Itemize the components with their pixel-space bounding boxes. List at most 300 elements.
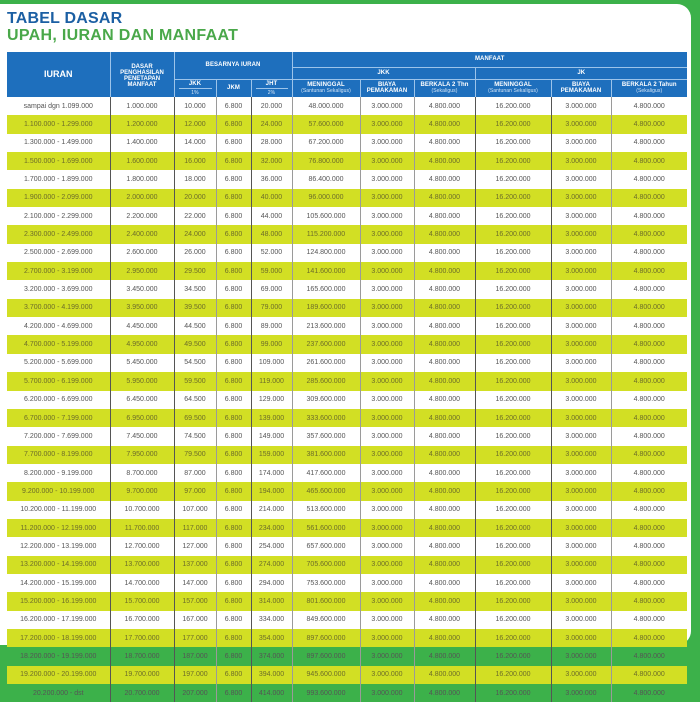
cell-jk-berkala: 4.800.000 xyxy=(633,359,665,367)
cell-dasar-penghasilan: 19.700.000 xyxy=(110,666,174,684)
header-iuran: IURAN xyxy=(7,52,110,97)
header-jk-berkala: BERKALA 2 Tahun (Sekaligus) xyxy=(611,79,687,97)
cell-jk-berkala: 4.800.000 xyxy=(633,542,665,550)
cell-jkk-berkala: 4.800.000 xyxy=(414,115,475,133)
cell-iuran: 1.300.000 - 1.499.000 xyxy=(7,134,110,152)
cell-iuran: 6.700.000 - 7.199.000 xyxy=(7,409,110,427)
cell-jkm: 6.800 xyxy=(216,189,251,207)
cell-jkm: 6.800 xyxy=(216,354,251,372)
cell-jk-meninggal: 16.200.000 xyxy=(475,207,551,225)
cell-iuran: 10.200.000 - 11.199.000 xyxy=(7,501,110,519)
cell-jkk-berkala: 4.800.000 xyxy=(414,574,475,592)
cell-jkk-biaya-pemakaman: 3.000.000 xyxy=(360,427,414,445)
cell-jkk: 10.000 xyxy=(174,97,216,115)
cell-jht: 79.000 xyxy=(251,299,292,317)
table-row xyxy=(7,501,687,519)
cell-jk-berkala: 4.800.000 xyxy=(611,189,687,207)
cell-dasar-penghasilan: 1.800.000 xyxy=(110,170,174,188)
cell-jkk-berkala: 4.800.000 xyxy=(414,647,475,665)
cell-jkk-biaya-pemakaman: 3.000.000 xyxy=(360,519,414,537)
cell-jkk-meninggal: 141.600.000 xyxy=(292,262,360,280)
cell-jht: 109.000 xyxy=(251,354,292,372)
cell-jkk-meninggal: 705.600.000 xyxy=(292,556,360,574)
cell-jkk-berkala: 4.800.000 xyxy=(414,299,475,317)
header-jht: JHT 2% xyxy=(251,79,292,97)
cell-dasar-penghasilan: 17.700.000 xyxy=(110,629,174,647)
cell-jkk-biaya-pemakaman: 3.000.000 xyxy=(360,629,414,647)
cell-jkm: 6.800 xyxy=(216,556,251,574)
cell-jk-biaya-pemakaman: 3.000.000 xyxy=(551,244,611,262)
cell-dasar-penghasilan: 1.600.000 xyxy=(110,152,174,170)
cell-dasar-penghasilan: 7.950.000 xyxy=(110,446,174,464)
table-row xyxy=(7,152,687,170)
cell-jkk-meninggal: 261.600.000 xyxy=(292,354,360,372)
cell-jkm: 6.800 xyxy=(216,134,251,152)
cell-iuran: 2.100.000 - 2.299.000 xyxy=(7,207,110,225)
header-manfaat-jkk: JKK xyxy=(292,67,475,79)
cell-dasar-penghasilan: 10.700.000 xyxy=(110,501,174,519)
cell-jht: 414.000 xyxy=(251,684,292,702)
cell-jkm: 6.800 xyxy=(216,372,251,390)
cell-dasar-penghasilan: 2.950.000 xyxy=(110,262,174,280)
cell-jkk-berkala: 4.800.000 xyxy=(414,372,475,390)
cell-jk-meninggal: 16.200.000 xyxy=(475,574,551,592)
header-besarnya-iuran: BESARNYA IURAN xyxy=(174,52,292,79)
cell-dasar-penghasilan: 18.700.000 xyxy=(110,647,174,665)
cell-jkk-berkala: 4.800.000 xyxy=(414,262,475,280)
cell-jkk: 87.000 xyxy=(174,464,216,482)
cell-jkk-biaya-pemakaman: 3.000.000 xyxy=(360,115,414,133)
cell-jk-meninggal: 16.200.000 xyxy=(475,372,551,390)
cell-jkm: 6.800 xyxy=(216,409,251,427)
cell-jht: 174.000 xyxy=(251,464,292,482)
cell-jkk-meninggal: 993.600.000 xyxy=(292,684,360,702)
cell-jk-berkala: 4.800.000 xyxy=(611,225,687,243)
cell-jkk-meninggal: 849.600.000 xyxy=(292,611,360,629)
cell-jkk-meninggal: 67.200.000 xyxy=(292,134,360,152)
cell-dasar-penghasilan: 3.450.000 xyxy=(110,280,174,298)
cell-iuran: 2.500.000 - 2.699.000 xyxy=(7,244,110,262)
cell-jk-meninggal: 16.200.000 xyxy=(475,170,551,188)
cell-jkk-biaya-pemakaman: 3.000.000 xyxy=(360,684,414,702)
cell-iuran: 1.700.000 - 1.899.000 xyxy=(7,170,110,188)
table-row xyxy=(7,170,687,188)
cell-jht: 334.000 xyxy=(251,611,292,629)
cell-jk-berkala: 4.800.000 xyxy=(633,322,665,330)
cell-jkk: 34.500 xyxy=(174,280,216,298)
cell-jkk-berkala: 4.800.000 xyxy=(414,684,475,702)
cell-jkk-meninggal: 945.600.000 xyxy=(292,666,360,684)
cell-jk-biaya-pemakaman: 3.000.000 xyxy=(551,152,611,170)
cell-jk-biaya-pemakaman: 3.000.000 xyxy=(551,115,611,133)
cell-jk-meninggal: 16.200.000 xyxy=(475,647,551,665)
cell-jk-meninggal: 16.200.000 xyxy=(475,189,551,207)
cell-jk-meninggal: 16.200.000 xyxy=(475,611,551,629)
cell-jk-berkala: 4.800.000 xyxy=(633,249,665,257)
table-row xyxy=(7,684,687,702)
cell-jkm: 6.800 xyxy=(216,592,251,610)
cell-dasar-penghasilan: 6.450.000 xyxy=(110,391,174,409)
cell-jkk: 26.000 xyxy=(174,244,216,262)
cell-jht: 40.000 xyxy=(251,189,292,207)
cell-jkk-biaya-pemakaman: 3.000.000 xyxy=(360,647,414,665)
cell-dasar-penghasilan: 20.700.000 xyxy=(110,684,174,702)
cell-jht: 36.000 xyxy=(251,170,292,188)
cell-jk-berkala: 4.800.000 xyxy=(611,115,687,133)
cell-jht: 254.000 xyxy=(251,537,292,555)
cell-jk-meninggal: 16.200.000 xyxy=(475,134,551,152)
cell-jkk-berkala: 4.800.000 xyxy=(414,611,475,629)
cell-jk-biaya-pemakaman: 3.000.000 xyxy=(551,482,611,500)
cell-jkk-biaya-pemakaman: 3.000.000 xyxy=(360,97,414,115)
table-row xyxy=(7,225,687,243)
cell-jkm: 6.800 xyxy=(216,244,251,262)
cell-dasar-penghasilan: 15.700.000 xyxy=(110,592,174,610)
cell-jk-meninggal: 16.200.000 xyxy=(475,409,551,427)
cell-jkm: 6.800 xyxy=(216,464,251,482)
cell-jk-berkala: 4.800.000 xyxy=(633,506,665,514)
cell-jkk-meninggal: 897.600.000 xyxy=(292,647,360,665)
header-jkk-biaya-pemakaman: BIAYA PEMAKAMAN xyxy=(360,79,414,97)
cell-jkk: 137.000 xyxy=(174,556,216,574)
cell-jkk: 69.500 xyxy=(174,409,216,427)
cell-jk-meninggal: 16.200.000 xyxy=(475,464,551,482)
cell-jht: 32.000 xyxy=(251,152,292,170)
cell-iuran: 18.200.000 - 19.199.000 xyxy=(7,647,110,665)
cell-jkk: 14.000 xyxy=(174,134,216,152)
cell-jk-berkala: 4.800.000 xyxy=(611,666,687,684)
cell-jht: 394.000 xyxy=(251,666,292,684)
cell-dasar-penghasilan: 8.700.000 xyxy=(110,464,174,482)
page-subtitle: UPAH, IURAN DAN MANFAAT xyxy=(7,27,239,44)
cell-jkm: 6.800 xyxy=(216,427,251,445)
cell-iuran: 1.900.000 - 2.099.000 xyxy=(7,189,110,207)
cell-jk-meninggal: 16.200.000 xyxy=(475,666,551,684)
cell-jkk-meninggal: 237.600.000 xyxy=(292,335,360,353)
cell-jht: 234.000 xyxy=(251,519,292,537)
cell-jkk: 16.000 xyxy=(174,152,216,170)
cell-jk-biaya-pemakaman: 3.000.000 xyxy=(551,391,611,409)
cell-jk-meninggal: 16.200.000 xyxy=(475,317,551,335)
cell-jk-meninggal: 16.200.000 xyxy=(475,482,551,500)
cell-jht: 374.000 xyxy=(251,647,292,665)
cell-jkk-meninggal: 96.000.000 xyxy=(292,189,360,207)
table-row xyxy=(7,189,687,207)
cell-jkk-biaya-pemakaman: 3.000.000 xyxy=(360,464,414,482)
cell-jht: 99.000 xyxy=(251,335,292,353)
cell-iuran: 5.700.000 - 6.199.000 xyxy=(7,372,110,390)
cell-jht: 89.000 xyxy=(251,317,292,335)
cell-iuran: 3.700.000 - 4.199.000 xyxy=(7,299,110,317)
cell-jkk-meninggal: 513.600.000 xyxy=(292,501,360,519)
cell-jkk-biaya-pemakaman: 3.000.000 xyxy=(360,189,414,207)
cell-jkk-biaya-pemakaman: 3.000.000 xyxy=(360,446,414,464)
cell-jht: 294.000 xyxy=(251,574,292,592)
cell-dasar-penghasilan: 2.600.000 xyxy=(110,244,174,262)
cell-jht: 44.000 xyxy=(251,207,292,225)
cell-jht: 129.000 xyxy=(251,391,292,409)
cell-jkk-biaya-pemakaman: 3.000.000 xyxy=(360,354,414,372)
cell-jkk: 29.500 xyxy=(174,262,216,280)
table-row xyxy=(7,537,687,555)
cell-jkk-berkala: 4.800.000 xyxy=(414,244,475,262)
cell-jkk-berkala: 4.800.000 xyxy=(414,335,475,353)
cell-jkk: 54.500 xyxy=(174,354,216,372)
cell-jkk-meninggal: 57.600.000 xyxy=(292,115,360,133)
cell-jk-berkala: 4.800.000 xyxy=(633,579,665,587)
cell-jk-biaya-pemakaman: 3.000.000 xyxy=(551,666,611,684)
cell-jkk-berkala: 4.800.000 xyxy=(414,152,475,170)
cell-iuran: 12.200.000 - 13.199.000 xyxy=(7,537,110,555)
cell-jkm: 6.800 xyxy=(216,574,251,592)
cell-jkk: 97.000 xyxy=(174,482,216,500)
cell-jkk-berkala: 4.800.000 xyxy=(414,501,475,519)
cell-jk-biaya-pemakaman: 3.000.000 xyxy=(551,335,611,353)
cell-jkm: 6.800 xyxy=(216,97,251,115)
table-row xyxy=(7,592,687,610)
cell-jkk-biaya-pemakaman: 3.000.000 xyxy=(360,409,414,427)
cell-jkk-meninggal: 189.600.000 xyxy=(292,299,360,317)
table-row xyxy=(7,207,687,225)
cell-iuran: 8.200.000 - 9.199.000 xyxy=(7,464,110,482)
cell-jkk-meninggal: 48.000.000 xyxy=(292,97,360,115)
cell-jkk-biaya-pemakaman: 3.000.000 xyxy=(360,335,414,353)
cell-jkk: 24.000 xyxy=(174,225,216,243)
cell-jkm: 6.800 xyxy=(216,170,251,188)
cell-iuran: 19.200.000 - 20.199.000 xyxy=(7,666,110,684)
cell-jk-berkala: 4.800.000 xyxy=(633,432,665,440)
table-row xyxy=(7,244,687,262)
cell-jkm: 6.800 xyxy=(216,152,251,170)
cell-jkk-meninggal: 285.600.000 xyxy=(292,372,360,390)
cell-jk-meninggal: 16.200.000 xyxy=(475,244,551,262)
cell-jkm: 6.800 xyxy=(216,446,251,464)
cell-jkk: 117.000 xyxy=(174,519,216,537)
cell-jht: 274.000 xyxy=(251,556,292,574)
cell-jkk-berkala: 4.800.000 xyxy=(414,464,475,482)
cell-jk-biaya-pemakaman: 3.000.000 xyxy=(551,537,611,555)
cell-jkk-meninggal: 86.400.000 xyxy=(292,170,360,188)
cell-jk-berkala: 4.800.000 xyxy=(633,652,665,660)
cell-jkm: 6.800 xyxy=(216,537,251,555)
cell-iuran: 11.200.000 - 12.199.000 xyxy=(7,519,110,537)
cell-jk-berkala: 4.800.000 xyxy=(611,592,687,610)
cell-iuran: 15.200.000 - 16.199.000 xyxy=(7,592,110,610)
table-row xyxy=(7,556,687,574)
cell-jkm: 6.800 xyxy=(216,647,251,665)
cell-jkk-biaya-pemakaman: 3.000.000 xyxy=(360,556,414,574)
header-jk-meninggal: MENINGGAL (Santunan Sekaligus) xyxy=(475,79,551,97)
document-card xyxy=(0,4,691,697)
cell-jkm: 6.800 xyxy=(216,482,251,500)
cell-iuran: 2.300.000 - 2.499.000 xyxy=(7,225,110,243)
cell-jkk-berkala: 4.800.000 xyxy=(414,537,475,555)
cell-jht: 159.000 xyxy=(251,446,292,464)
cell-dasar-penghasilan: 9.700.000 xyxy=(110,482,174,500)
cell-jk-berkala: 4.800.000 xyxy=(633,286,665,294)
cell-iuran: 13.200.000 - 14.199.000 xyxy=(7,556,110,574)
cell-iuran: 2.700.000 - 3.199.000 xyxy=(7,262,110,280)
cell-jkk-meninggal: 357.600.000 xyxy=(292,427,360,445)
table-row xyxy=(7,372,687,390)
cell-iuran: 17.200.000 - 18.199.000 xyxy=(7,629,110,647)
cell-jkk-biaya-pemakaman: 3.000.000 xyxy=(360,262,414,280)
cell-jkm: 6.800 xyxy=(216,666,251,684)
cell-jkk-meninggal: 333.600.000 xyxy=(292,409,360,427)
cell-jht: 354.000 xyxy=(251,629,292,647)
table-row xyxy=(7,317,687,335)
cell-jkk-berkala: 4.800.000 xyxy=(414,629,475,647)
cell-jkk-biaya-pemakaman: 3.000.000 xyxy=(360,574,414,592)
cell-dasar-penghasilan: 1.400.000 xyxy=(110,134,174,152)
cell-jkm: 6.800 xyxy=(216,519,251,537)
cell-jk-biaya-pemakaman: 3.000.000 xyxy=(551,354,611,372)
cell-jkk: 12.000 xyxy=(174,115,216,133)
cell-jkk-biaya-pemakaman: 3.000.000 xyxy=(360,134,414,152)
cell-dasar-penghasilan: 6.950.000 xyxy=(110,409,174,427)
header-dasar-penghasilan: DASAR PENGHASILAN PENETAPAN MANFAAT xyxy=(110,52,174,97)
cell-jk-biaya-pemakaman: 3.000.000 xyxy=(551,409,611,427)
cell-jkk-berkala: 4.800.000 xyxy=(414,354,475,372)
cell-jk-berkala: 4.800.000 xyxy=(633,139,665,147)
header-jkm: JKM xyxy=(216,79,251,97)
page-title: TABEL DASAR xyxy=(7,10,123,27)
cell-jkk-biaya-pemakaman: 3.000.000 xyxy=(360,611,414,629)
cell-jk-berkala: 4.800.000 xyxy=(633,396,665,404)
cell-dasar-penghasilan: 2.400.000 xyxy=(110,225,174,243)
cell-jk-meninggal: 16.200.000 xyxy=(475,391,551,409)
cell-jk-berkala: 4.800.000 xyxy=(633,469,665,477)
cell-jht: 59.000 xyxy=(251,262,292,280)
cell-jkk-biaya-pemakaman: 3.000.000 xyxy=(360,592,414,610)
cell-jk-biaya-pemakaman: 3.000.000 xyxy=(551,134,611,152)
cell-jkm: 6.800 xyxy=(216,391,251,409)
cell-jk-meninggal: 16.200.000 xyxy=(475,225,551,243)
cell-jkk: 39.500 xyxy=(174,299,216,317)
header-jkk: JKK 1% xyxy=(174,79,216,97)
cell-jk-meninggal: 16.200.000 xyxy=(475,501,551,519)
cell-jkk-biaya-pemakaman: 3.000.000 xyxy=(360,225,414,243)
cell-jkk-berkala: 4.800.000 xyxy=(414,134,475,152)
cell-jht: 194.000 xyxy=(251,482,292,500)
cell-jk-biaya-pemakaman: 3.000.000 xyxy=(551,629,611,647)
cell-iuran: 4.200.000 - 4.699.000 xyxy=(7,317,110,335)
cell-iuran: 7.200.000 - 7.699.000 xyxy=(7,427,110,445)
cell-jkk: 22.000 xyxy=(174,207,216,225)
cell-jkk-meninggal: 801.600.000 xyxy=(292,592,360,610)
cell-jkm: 6.800 xyxy=(216,501,251,519)
cell-jkk: 20.000 xyxy=(174,189,216,207)
cell-dasar-penghasilan: 5.950.000 xyxy=(110,372,174,390)
cell-dasar-penghasilan: 4.450.000 xyxy=(110,317,174,335)
cell-jk-berkala: 4.800.000 xyxy=(611,446,687,464)
table-row xyxy=(7,464,687,482)
cell-jkk: 167.000 xyxy=(174,611,216,629)
cell-dasar-penghasilan: 3.950.000 xyxy=(110,299,174,317)
cell-jkk: 107.000 xyxy=(174,501,216,519)
header-jkk-meninggal: MENINGGAL (Santunan Sekaligus) xyxy=(292,79,360,97)
cell-jkk-meninggal: 897.600.000 xyxy=(292,629,360,647)
cell-jk-biaya-pemakaman: 3.000.000 xyxy=(551,556,611,574)
cell-jkk-berkala: 4.800.000 xyxy=(414,97,475,115)
cell-jkk-berkala: 4.800.000 xyxy=(414,592,475,610)
cell-jk-biaya-pemakaman: 3.000.000 xyxy=(551,225,611,243)
cell-jk-meninggal: 16.200.000 xyxy=(475,684,551,702)
cell-jk-biaya-pemakaman: 3.000.000 xyxy=(551,317,611,335)
cell-iuran: 9.200.000 - 10.199.000 xyxy=(7,482,110,500)
cell-dasar-penghasilan: 5.450.000 xyxy=(110,354,174,372)
cell-jkk: 197.000 xyxy=(174,666,216,684)
cell-jk-biaya-pemakaman: 3.000.000 xyxy=(551,207,611,225)
table-row xyxy=(7,335,687,353)
cell-jkk-berkala: 4.800.000 xyxy=(414,666,475,684)
cell-jkm: 6.800 xyxy=(216,629,251,647)
cell-jkk: 187.000 xyxy=(174,647,216,665)
cell-jkk: 44.500 xyxy=(174,317,216,335)
cell-dasar-penghasilan: 13.700.000 xyxy=(110,556,174,574)
cell-jk-biaya-pemakaman: 3.000.000 xyxy=(551,611,611,629)
cell-jkm: 6.800 xyxy=(216,684,251,702)
cell-jk-meninggal: 16.200.000 xyxy=(475,427,551,445)
table-row xyxy=(7,262,687,280)
cell-jk-biaya-pemakaman: 3.000.000 xyxy=(551,299,611,317)
cell-jkk-biaya-pemakaman: 3.000.000 xyxy=(360,170,414,188)
cell-jkm: 6.800 xyxy=(216,299,251,317)
cell-jkm: 6.800 xyxy=(216,207,251,225)
table-row xyxy=(7,115,687,133)
cell-jkk: 207.000 xyxy=(174,684,216,702)
table-row xyxy=(7,427,687,445)
cell-iuran: 14.200.000 - 15.199.000 xyxy=(7,574,110,592)
cell-dasar-penghasilan: 2.000.000 xyxy=(110,189,174,207)
cell-jk-meninggal: 16.200.000 xyxy=(475,519,551,537)
table-row xyxy=(7,629,687,647)
cell-jkk-biaya-pemakaman: 3.000.000 xyxy=(360,207,414,225)
cell-jk-meninggal: 16.200.000 xyxy=(475,629,551,647)
cell-jk-biaya-pemakaman: 3.000.000 xyxy=(551,464,611,482)
table-row xyxy=(7,299,687,317)
table-row xyxy=(7,611,687,629)
cell-jkk: 74.500 xyxy=(174,427,216,445)
cell-jk-biaya-pemakaman: 3.000.000 xyxy=(551,372,611,390)
header-jk-biaya-pemakaman: BIAYA PEMAKAMAN xyxy=(551,79,611,97)
cell-jk-meninggal: 16.200.000 xyxy=(475,115,551,133)
table-body xyxy=(7,97,687,702)
cell-jkk-berkala: 4.800.000 xyxy=(414,317,475,335)
cell-jkk-meninggal: 124.800.000 xyxy=(292,244,360,262)
cell-jkk-berkala: 4.800.000 xyxy=(414,519,475,537)
cell-dasar-penghasilan: 7.450.000 xyxy=(110,427,174,445)
cell-jkk-biaya-pemakaman: 3.000.000 xyxy=(360,391,414,409)
cell-jkm: 6.800 xyxy=(216,115,251,133)
cell-jht: 149.000 xyxy=(251,427,292,445)
cell-jk-meninggal: 16.200.000 xyxy=(475,152,551,170)
cell-jkk-berkala: 4.800.000 xyxy=(414,446,475,464)
cell-jk-meninggal: 16.200.000 xyxy=(475,280,551,298)
cell-jk-berkala: 4.800.000 xyxy=(611,482,687,500)
cell-jk-meninggal: 16.200.000 xyxy=(475,262,551,280)
cell-iuran: 1.500.000 - 1.699.000 xyxy=(7,152,110,170)
table-row xyxy=(7,391,687,409)
wage-contribution-benefit-table xyxy=(7,52,687,702)
cell-jk-biaya-pemakaman: 3.000.000 xyxy=(551,519,611,537)
cell-jk-biaya-pemakaman: 3.000.000 xyxy=(551,262,611,280)
cell-jk-meninggal: 16.200.000 xyxy=(475,299,551,317)
cell-jk-biaya-pemakaman: 3.000.000 xyxy=(551,170,611,188)
cell-jk-meninggal: 16.200.000 xyxy=(475,556,551,574)
cell-iuran: 7.700.000 - 8.199.000 xyxy=(7,446,110,464)
cell-jkk-meninggal: 115.200.000 xyxy=(292,225,360,243)
